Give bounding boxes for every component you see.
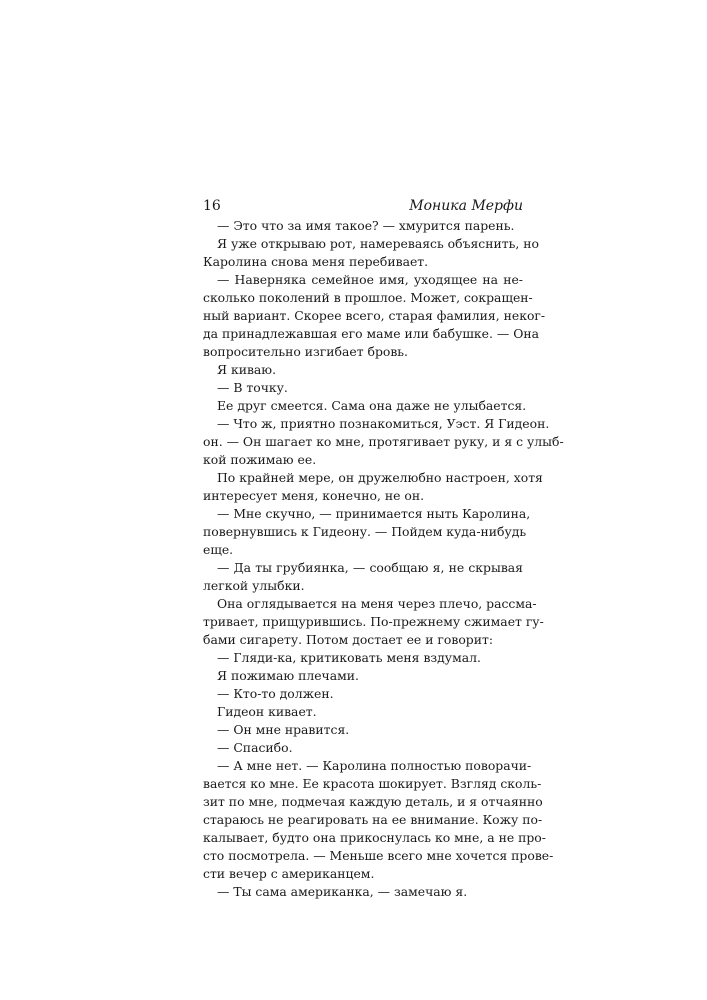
text-line: Я пожимаю плечами. <box>217 668 359 683</box>
text-line: — Спасибо. <box>217 740 293 755</box>
text-line: Ее друг смеется. Сама она даже не улыбается. <box>217 398 527 413</box>
text-line: — Он мне нравится. <box>217 722 350 737</box>
text-line: — Что ж, приятно познакомиться, Уэст. Я Гидеон. <box>217 416 550 431</box>
text-line: он. — Он шагает ко мне, протягивает руку, и я с улыб- <box>203 434 564 449</box>
text-line: легкой улыбки. <box>203 578 305 593</box>
text-line: вопросительно изгибает бровь. <box>203 344 408 359</box>
text-line: зит по мне, подмечая каждую деталь, и я отчаянно <box>203 794 543 809</box>
text-line: сто посмотрела. — Меньше всего мне хочется прове- <box>203 848 554 863</box>
text-line: стараюсь не реагировать на ее внимание. Кожу по- <box>203 812 543 827</box>
text-line: тривает, прищурившись. По-прежнему сжимает гу- <box>203 614 544 629</box>
text-line: Каролина снова меня перебивает. <box>203 254 429 269</box>
text-line: — Мне скучно, — принимается ныть Каролина, <box>217 506 531 521</box>
text-line: Она оглядывается на меня через плечо, рассма- <box>217 596 537 611</box>
text-line: — Ты сама американка, — замечаю я. <box>217 884 468 899</box>
text-line: вается ко мне. Ее красота шокирует. Взгляд сколь- <box>203 776 542 791</box>
text-line: Я уже открываю рот, намереваясь объяснить, но <box>217 236 539 251</box>
page-number: 16 <box>203 198 221 214</box>
text-line: кой пожимаю ее. <box>203 452 317 467</box>
running-title: Моника Мерфи <box>409 198 523 214</box>
text-line: калывает, будто она прикоснулась ко мне, а не про- <box>203 830 546 845</box>
text-line: По крайней мере, он дружелюбно настроен, хотя <box>217 470 543 485</box>
text-line: повернувшись к Гидеону. — Пойдем куда-нибудь <box>203 524 527 539</box>
text-line: сколько поколений в прошлое. Может, сокращен- <box>203 290 533 305</box>
text-line: — Это что за имя такое? — хмурится парень. <box>217 218 515 233</box>
text-line: Гидеон кивает. <box>217 704 317 719</box>
body-text <box>203 217 564 901</box>
text-line: — А мне нет. — Каролина полностью поворачи- <box>217 758 532 773</box>
text-line: ный вариант. Скорее всего, старая фамилия, неког- <box>203 308 546 323</box>
text-line: бами сигарету. Потом достает ее и говорит: <box>203 632 494 647</box>
text-line: — Кто-то должен. <box>217 686 334 701</box>
text-line: — В точку. <box>217 380 288 395</box>
running-head <box>203 195 523 217</box>
text-line: интересует меня, конечно, не он. <box>203 488 425 503</box>
text-line: — Да ты грубиянка, — сообщаю я, не скрывая <box>217 560 523 575</box>
text-line: — Наверняка семейное имя, уходящее на не- <box>217 272 523 287</box>
text-line: Я киваю. <box>217 362 277 377</box>
text-line: да принадлежавшая его маме или бабушке. — Она <box>203 326 539 341</box>
text-line: — Гляди-ка, критиковать меня вздумал. <box>217 650 481 665</box>
text-line: сти вечер с американцем. <box>203 866 375 881</box>
text-line: еще. <box>203 542 234 557</box>
